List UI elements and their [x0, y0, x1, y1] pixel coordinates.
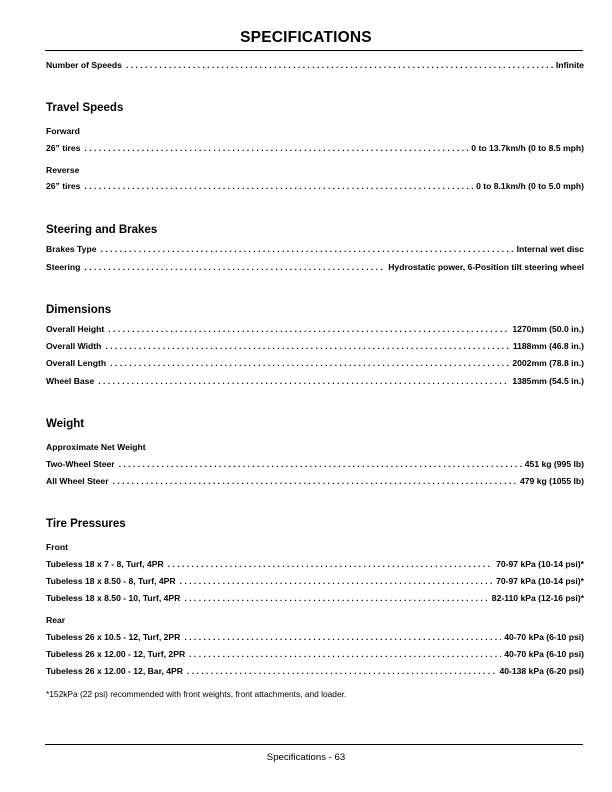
spec-value: 70-97 kPa (10-14 psi)*	[496, 559, 584, 569]
section-heading-weight: Weight	[46, 418, 85, 430]
spec-value: 0 to 8.1km/h (0 to 5.0 mph)	[476, 181, 584, 191]
section-heading-tire-pressures: Tire Pressures	[46, 518, 126, 530]
dot-leader	[84, 142, 468, 154]
spec-value: 40-70 kPa (6-10 psi)	[504, 649, 584, 659]
dot-leader	[108, 323, 509, 335]
section-heading-steering-brakes: Steering and Brakes	[46, 224, 158, 236]
spec-value: 40-138 kPa (6-20 psi)	[499, 666, 584, 676]
spec-label: Two-Wheel Steer	[46, 459, 115, 469]
spec-label: Overall Length	[46, 358, 107, 368]
spec-value: 1188mm (46.8 in.)	[512, 341, 584, 351]
spec-row-overall-height	[46, 323, 584, 335]
spec-label: Tubeless 18 x 8.50 - 10, Turf, 4PR	[46, 593, 181, 603]
section-heading-travel-speeds: Travel Speeds	[46, 102, 124, 114]
spec-value: 82-110 kPa (12-16 psi)*	[491, 593, 584, 603]
spec-label: Tubeless 18 x 7 - 8, Turf, 4PR	[46, 559, 164, 569]
spec-label: 26” tires	[46, 181, 81, 191]
title-rule	[45, 50, 583, 51]
spec-value: 70-97 kPa (10-14 psi)*	[496, 576, 584, 586]
spec-row-steering	[46, 261, 584, 273]
spec-value: 2002mm (78.8 in.)	[512, 358, 584, 368]
dot-leader	[184, 592, 488, 604]
spec-value: 451 kg (995 lb)	[524, 459, 584, 469]
spec-label: Tubeless 26 x 12.00 - 12, Turf, 2PR	[46, 649, 186, 659]
subheading-reverse: Reverse	[46, 165, 80, 175]
spec-value: 0 to 13.7km/h (0 to 8.5 mph)	[471, 143, 584, 153]
spec-label: Number of Speeds	[46, 60, 122, 70]
dot-leader	[105, 340, 509, 352]
spec-row-rear-tire-1	[46, 631, 584, 643]
spec-value: Infinite	[555, 60, 584, 70]
spec-row-wheel-base	[46, 375, 584, 387]
spec-label: Tubeless 26 x 12.00 - 12, Bar, 4PR	[46, 666, 183, 676]
spec-value: Internal wet disc	[516, 244, 584, 254]
dot-leader	[180, 575, 494, 587]
dot-leader	[189, 648, 501, 660]
spec-row-reverse-speed	[46, 180, 584, 192]
spec-value: 1270mm (50.0 in.)	[512, 324, 584, 334]
spec-row-overall-length	[46, 357, 584, 369]
page-footer: Specifications - 63	[266, 752, 346, 763]
dot-leader	[113, 475, 517, 487]
spec-row-all-wheel-steer	[46, 475, 584, 487]
spec-row-two-wheel-steer	[46, 458, 584, 470]
dot-leader	[184, 631, 501, 643]
dot-leader	[119, 458, 522, 470]
spec-value: Hydrostatic power, 6-Position tilt steering wheel	[388, 262, 584, 272]
spec-value: 40-70 kPa (6-10 psi)	[504, 632, 584, 642]
spec-label: Overall Height	[46, 324, 105, 334]
subheading-approximate-net-weight: Approximate Net Weight	[46, 442, 146, 452]
spec-value: 479 kg (1055 lb)	[519, 476, 584, 486]
spec-row-brakes-type	[46, 243, 584, 255]
section-heading-dimensions: Dimensions	[46, 304, 112, 316]
spec-label: Wheel Base	[46, 376, 95, 386]
spec-row-overall-width	[46, 340, 584, 352]
dot-leader	[84, 180, 473, 192]
subheading-rear: Rear	[46, 615, 66, 625]
dot-leader	[168, 558, 493, 570]
spec-row-front-tire-1	[46, 558, 584, 570]
spec-row-forward-speed	[46, 142, 584, 154]
spec-row-front-tire-3	[46, 592, 584, 604]
spec-row-number-of-speeds	[46, 59, 584, 71]
spec-label: Overall Width	[46, 341, 102, 351]
spec-label: 26” tires	[46, 143, 81, 153]
spec-label: Steering	[46, 262, 81, 272]
dot-leader	[187, 665, 496, 677]
subheading-forward: Forward	[46, 126, 80, 136]
dot-leader	[84, 261, 385, 273]
footnote: *152kPa (22 psi) recommended with front weights, front attachments, and loader.	[46, 689, 347, 699]
dot-leader	[100, 243, 513, 255]
dot-leader	[126, 59, 553, 71]
spec-label: Tubeless 26 x 10.5 - 12, Turf, 2PR	[46, 632, 181, 642]
subheading-front: Front	[46, 542, 68, 552]
spec-label: Brakes Type	[46, 244, 97, 254]
dot-leader	[98, 375, 509, 387]
spec-row-rear-tire-3	[46, 665, 584, 677]
spec-label: Tubeless 18 x 8.50 - 8, Turf, 4PR	[46, 576, 176, 586]
spec-row-front-tire-2	[46, 575, 584, 587]
dot-leader	[110, 357, 509, 369]
spec-label: All Wheel Steer	[46, 476, 109, 486]
footer-rule	[45, 744, 583, 745]
spec-value: 1385mm (54.5 in.)	[512, 376, 584, 386]
page-title: SPECIFICATIONS	[240, 29, 372, 46]
spec-row-rear-tire-2	[46, 648, 584, 660]
